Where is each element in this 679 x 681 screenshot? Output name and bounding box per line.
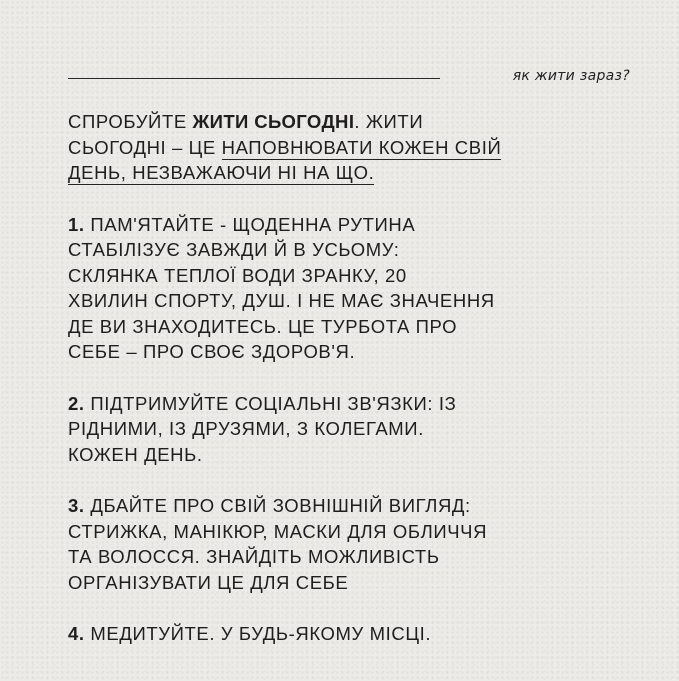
tip-2 bbox=[68, 391, 648, 468]
tip-4 bbox=[68, 621, 648, 647]
tip-line: ХВИЛИН СПОРТУ, ДУШ. І НЕ МАЄ ЗНАЧЕННЯ bbox=[68, 290, 495, 311]
intro-underlined-1: НАПОВНЮВАТИ КОЖЕН СВІЙ bbox=[221, 136, 502, 158]
tip-line: СКЛЯНКА ТЕПЛОЇ ВОДИ ЗРАНКУ, 20 bbox=[68, 264, 407, 286]
tip-number: 3. bbox=[68, 495, 85, 516]
intro-underlined-2: ДЕНЬ, НЕЗВАЖАЮЧИ НІ НА ЩО. bbox=[68, 162, 375, 183]
tip-line: СТРИЖКА, МАНІКЮР, МАСКИ ДЛЯ ОБЛИЧЧЯ bbox=[68, 520, 488, 542]
tip-line: РІДНИМИ, ІЗ ДРУЗЯМИ, З КОЛЕГАМИ. bbox=[68, 418, 424, 439]
tip-3 bbox=[68, 493, 648, 595]
tip-line: СЕБЕ – ПРО СВОЄ ЗДОРОВ'Я. bbox=[68, 341, 356, 362]
tip-number: 4. bbox=[68, 623, 85, 644]
body-text bbox=[68, 109, 648, 647]
intro-text-2: . ЖИТИ bbox=[354, 111, 424, 132]
tip-number: 2. bbox=[68, 392, 85, 414]
tip-line: ОРГАНІЗУВАТИ ЦЕ ДЛЯ СЕБЕ bbox=[68, 571, 349, 593]
header-divider bbox=[68, 78, 440, 79]
intro-text-1: СПРОБУЙТЕ bbox=[68, 111, 193, 132]
tip-line: ДЕ ВИ ЗНАХОДИТЕСЬ. ЦЕ ТУРБОТА ПРО bbox=[68, 315, 458, 337]
tip-line: ПАМ'ЯТАЙТЕ - ЩОДЕННА РУТИНА bbox=[84, 213, 416, 235]
tip-line: КОЖЕН ДЕНЬ. bbox=[68, 443, 203, 465]
header-caption: як жити зараз? bbox=[512, 68, 630, 84]
intro-text-3: СЬОГОДНІ – ЦЕ bbox=[68, 136, 222, 158]
tip-line: ПІДТРИМУЙТЕ СОЦІАЛЬНІ ЗВ'ЯЗКИ: ІЗ bbox=[84, 392, 457, 414]
header bbox=[68, 68, 634, 90]
tip-number: 1. bbox=[68, 213, 85, 235]
tip-line: ТА ВОЛОССЯ. ЗНАЙДІТЬ МОЖЛИВІСТЬ bbox=[68, 546, 440, 567]
tip-line: СТАБІЛІЗУЄ ЗАВЖДИ Й В УСЬОМУ: bbox=[68, 239, 400, 260]
tip-line: ДБАЙТЕ ПРО СВІЙ ЗОВНІШНІЙ ВИГЛЯД: bbox=[84, 495, 471, 516]
intro-paragraph bbox=[68, 109, 648, 186]
tip-line: МЕДИТУЙТЕ. У БУДЬ-ЯКОМУ МІСЦІ. bbox=[84, 623, 432, 644]
intro-emphasis: ЖИТИ СЬОГОДНІ bbox=[192, 111, 355, 132]
tip-1 bbox=[68, 212, 648, 365]
